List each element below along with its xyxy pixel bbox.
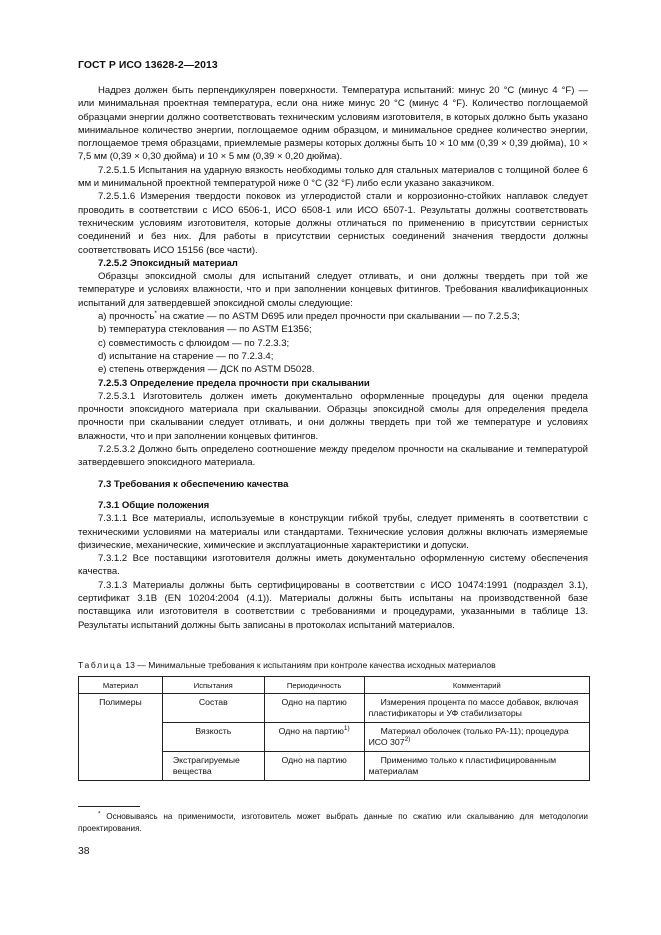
frequency-cell	[264, 752, 364, 781]
column-header-frequency: Периодичность	[264, 677, 364, 694]
column-header-comment: Комментарий	[364, 677, 589, 694]
paragraph-7-2-5-1-6: 7.2.5.1.6 Измерения твердости поковок из углеродистой стали и коррозионно-стойких наплавок следует проводить в соответствии с ИСО 6506-1, ИСО 6508-1 или ИСО 6507-1. Результаты должны соответствовать техническим условиям изготовителя, которые должны отличаться по применению в присутствии сернистых соединений и без них. Для работы в присутствии сернистых соединений значения твердости должны соответствовать ИСО 15156 (все части).	[78, 191, 588, 256]
frequency-text: Одно на партию	[278, 726, 344, 736]
paragraph-notch: Надрез должен быть перпендикулярен поверхности. Температура испытаний: минус 20 °С (минус 4 °F) — или минимальная проектная температура, если она ниже минус 20 °С (минус 4 °F). Количество поглощаемой образцами энергии должно соответствовать техническим условиям изготовителя, в которых должно быть указано минимальное количество энергии, поглощаемое одним образцом, и минимальное среднее количество энергии, поглощаемое тремя образцами, приемлемые размеры которых должны быть 10 × 10 мм (0,39 × 0,39 дюйма), 10 × 7,5 мм (0,39 × 0,30 дюйма) и 10 × 5 мм (0,39 × 0,20 дюйма).	[78, 85, 588, 163]
test-cell: Вязкость	[162, 723, 264, 752]
footnote	[78, 811, 588, 835]
footnote-divider	[78, 806, 140, 807]
document-header: ГОСТ Р ИСО 13628-2—2013	[78, 60, 218, 71]
list-item-a	[78, 310, 588, 323]
page-number: 38	[78, 846, 90, 857]
footnote-text: Основываясь на применимости, изготовитель может выбрать данные по сжатию или скалыванию для методологии проектирования.	[78, 812, 588, 833]
heading-7-2-5-3: 7.2.5.3 Определение предела прочности при скалывании	[98, 377, 370, 389]
column-header-material: Материал	[79, 677, 163, 694]
paragraph-7-2-5-3-1: 7.2.5.3.1 Изготовитель должен иметь документально оформленные процедуры для оценки предела прочности эпоксидного материала при скалывании. Образцы эпоксидной смолы для определения предела прочности при скалывании следует отливать, и они должны твердеть при той же температуре и условиях влажности, что и при заполнении концевых фитингов.	[78, 390, 588, 442]
column-header-tests: Испытания	[162, 677, 264, 694]
heading-7-3: 7.3 Требования к обеспечению качества	[98, 478, 289, 490]
comment-cell: Измерения процента по массе добавок, включая пластификаторы и УФ стабилизаторы	[364, 694, 589, 723]
footnote-ref-2: 2)	[404, 735, 411, 743]
frequency-cell	[264, 723, 364, 752]
footnote-ref-mark: *	[154, 309, 157, 317]
footnote-ref-1: 1)	[343, 725, 350, 733]
document-body	[78, 84, 588, 632]
frequency-text: Одно на партию	[281, 697, 347, 707]
heading-7-2-5-2: 7.2.5.2 Эпоксидный материал	[98, 257, 238, 269]
heading-7-3-1: 7.3.1 Общие положения	[98, 499, 210, 511]
quality-requirements-table	[78, 676, 590, 781]
paragraph-7-3-1-3: 7.3.1.3 Материалы должны быть сертифицированы в соответствии с ИСО 10474:1991 (подраздел 3.1), сертификат 3.1B (EN 10204:2004 (4.1)). Материалы должны быть испытаны на производственной базе поставщика или изготовителя в соответствии с требованиями и процедурами, указанными в таблице 13. Результаты испытаний должны быть записаны в протоколах испытаний материалов.	[78, 579, 588, 631]
paragraph-7-2-5-1-5: 7.2.5.1.5 Испытания на ударную вязкость необходимы только для стальных материалов с толщиной более 6 мм и минимальной проектной температурой ниже 0 °С (32 °F) либо если указано заказчиком.	[78, 164, 588, 190]
table-caption-text: 13 — Минимальные требования к испытаниям при контроле качества исходных материалов	[122, 660, 496, 670]
frequency-text: Одно на партию	[281, 755, 347, 765]
list-item-e: e) степень отверждения — ДСК по ASTM D5028.	[98, 364, 315, 376]
list-item-a-end: на сжатие — по ASTM D695 или предел прочности при скалывании — по 7.2.5.3;	[156, 311, 520, 323]
paragraph-epoxy-samples: Образцы эпоксидной смолы для испытаний следует отливать, и они должны твердеть при той же температуре и условиях влажности, что и при заполнении концевых фитингов. Требования квалификационных испытаний для затвердевшей эпоксидной смолы следующие:	[78, 271, 588, 309]
paragraph-7-2-5-3-2: 7.2.5.3.2 Должно быть определено соотношение между пределом прочности на скалывание и температурой затвердевшего эпоксидного материала.	[78, 444, 588, 469]
table-caption-prefix: Таблица	[78, 660, 123, 670]
material-cell: Полимеры	[79, 694, 163, 781]
comment-text: Материал оболочек (только PA-11); процедура ИСО 307	[368, 726, 569, 747]
test-cell: Экстрагируемые вещества	[162, 752, 264, 781]
table-row	[79, 694, 590, 723]
footnote-mark: *	[98, 810, 101, 818]
list-item-a-start: a) прочность	[98, 311, 155, 323]
list-item-c: c) совместимость с флюидом — по 7.2.3.3;	[98, 337, 290, 349]
paragraph-7-3-1-2: 7.3.1.2 Все поставщики изготовителя должны иметь документально оформленную систему обеспечения качества.	[78, 553, 588, 578]
table-caption	[78, 660, 496, 670]
comment-cell: Применимо только к пластифицированным материалам	[364, 752, 589, 781]
comment-cell	[364, 723, 589, 752]
list-item-d: d) испытание на старение — по 7.2.3.4;	[98, 350, 274, 362]
test-cell: Состав	[162, 694, 264, 723]
frequency-cell	[264, 694, 364, 723]
list-item-b: b) температура стеклования — по ASTM E1356;	[98, 324, 312, 336]
paragraph-7-3-1-1: 7.3.1.1 Все материалы, используемые в конструкции гибкой трубы, следует применять в соответствии с техническими условиями на материалы или стандартами. Технические условия должны включать измеряемые физические, механические, химические и эксплуатационные характеристики и допуски.	[78, 513, 588, 551]
table-header-row	[79, 677, 590, 694]
